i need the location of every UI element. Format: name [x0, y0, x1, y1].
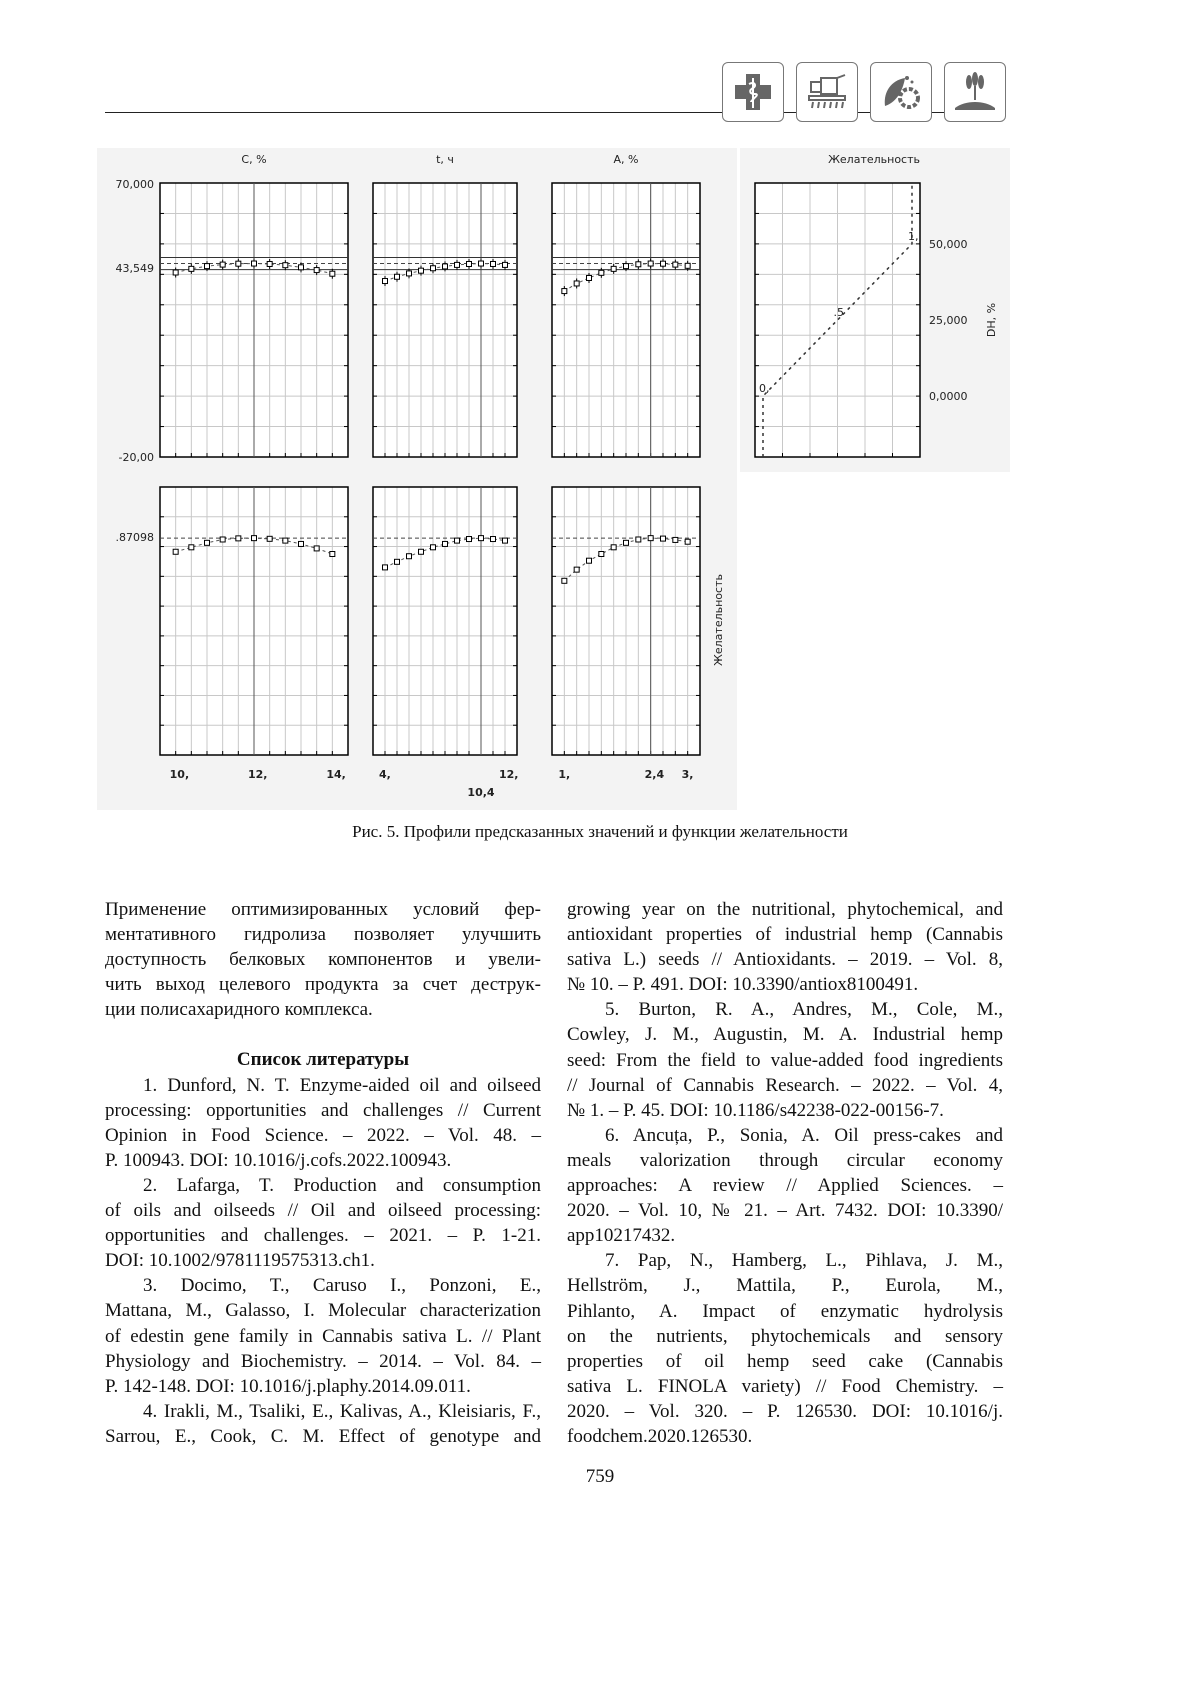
- references-heading: Список литературы: [236, 1049, 410, 1071]
- data-point: [267, 536, 272, 541]
- data-point: [562, 578, 567, 583]
- text-line: Opinion in Food Science. – 2022. – Vol. 48. –: [105, 1124, 541, 1146]
- page-number: 759: [585, 1466, 615, 1487]
- data-point: [574, 281, 579, 286]
- data-point: [407, 554, 412, 559]
- text-line: opportunities and challenges. – 2021. – P. 1-21.: [105, 1225, 541, 1247]
- data-point: [173, 270, 178, 275]
- text-line: 2020. – Vol. 10, № 21. – Art. 7432. DOI: 10.3390/: [567, 1200, 1003, 1222]
- text-line: 6. Ancuța, P., Sonia, A. Oil press-cakes and: [605, 1124, 1003, 1146]
- data-point: [395, 559, 400, 564]
- x-tick-label: 12,: [248, 768, 268, 781]
- data-point: [236, 261, 241, 266]
- text-line: meals valorization through circular economy: [567, 1149, 1003, 1171]
- text-line: seed: From the field to value-added food ingredients: [567, 1049, 1003, 1071]
- text-line: on the nutrients, phytochemicals and sensory: [567, 1325, 1003, 1347]
- data-point: [205, 264, 210, 269]
- text-line: 4. Irakli, M., Tsaliki, E., Kalivas, A., Kleisiaris, F.,: [143, 1400, 541, 1422]
- y-tick-label: .87098: [115, 531, 154, 544]
- factor-title: C, %: [241, 153, 267, 166]
- data-point: [283, 263, 288, 268]
- data-point: [252, 261, 257, 266]
- data-point: [252, 536, 257, 541]
- data-point: [407, 271, 412, 276]
- data-point: [431, 266, 436, 271]
- x-tick-label: 10,: [169, 768, 190, 781]
- current-x-label: 10,4: [467, 786, 495, 799]
- text-line: properties of oil hemp seed cake (Cannabis: [567, 1350, 1003, 1372]
- data-point: [383, 565, 388, 570]
- y-tick-label-right: 50,000: [929, 237, 968, 251]
- text-line: 2. Lafarga, T. Production and consumption: [143, 1174, 541, 1196]
- text-line: 3. Docimo, T., Caruso I., Ponzoni, E.,: [143, 1275, 541, 1297]
- text-line: Sarrou, E., Cook, C. M. Effect of genotype and: [105, 1425, 541, 1447]
- desirability-point-label: .5: [833, 306, 844, 319]
- factor-title: t, ч: [436, 153, 454, 166]
- text-line: P. 100943. DOI: 10.1016/j.cofs.2022.100943.: [105, 1149, 452, 1171]
- data-point: [673, 537, 678, 542]
- data-point: [648, 536, 653, 541]
- data-point: [455, 262, 460, 267]
- data-point: [431, 545, 436, 550]
- x-tick-label: 14,: [326, 768, 346, 781]
- data-point: [611, 266, 616, 271]
- data-point: [599, 552, 604, 557]
- data-point: [467, 537, 472, 542]
- text-line: growing year on the nutritional, phytochemical, and: [567, 899, 1003, 920]
- x-tick-label: 2,4: [644, 768, 665, 781]
- text-line: Pihlanto, A. Impact of enzymatic hydrolysis: [567, 1300, 1003, 1322]
- data-point: [503, 538, 508, 543]
- x-tick-label: 3,: [681, 768, 694, 781]
- data-point: [189, 545, 194, 550]
- y-tick-label: 70,000: [115, 178, 154, 191]
- figure-caption: Рис. 5. Профили предсказанных значений и функции желательности: [352, 822, 848, 841]
- data-point: [636, 537, 641, 542]
- data-point: [562, 289, 567, 294]
- data-point: [330, 271, 335, 276]
- data-point: [491, 537, 496, 542]
- data-point: [220, 262, 225, 267]
- data-point: [395, 274, 400, 279]
- data-point: [624, 264, 629, 269]
- data-point: [330, 552, 335, 557]
- text-line: DOI: 10.1002/9781119575313.ch1.: [105, 1250, 375, 1272]
- factor-title: A, %: [613, 153, 639, 166]
- data-point: [574, 567, 579, 572]
- desirability-point-label: 0,: [759, 382, 770, 396]
- text-line: sativa L. FINOLA variety) // Food Chemistry. –: [567, 1375, 1003, 1397]
- y-tick-label: -20,00: [118, 451, 154, 464]
- text-line: Применение оптимизированных условий фер-: [105, 899, 541, 920]
- y-tick-label: 43,549: [115, 262, 154, 275]
- text-line: antioxidant properties of industrial hemp (Cannabis: [567, 924, 1003, 946]
- data-point: [685, 263, 690, 268]
- text-line: 1. Dunford, N. T. Enzyme-aided oil and oilseed: [143, 1074, 541, 1096]
- text-line: ментативного гидролиза позволяет улучшить: [105, 924, 541, 946]
- y-tick-label-right: 0,0000: [929, 390, 968, 404]
- text-line: foodchem.2020.126530.: [567, 1425, 753, 1447]
- data-point: [220, 537, 225, 542]
- text-line: № 10. – P. 491. DOI: 10.3390/antiox8100491.: [567, 974, 919, 996]
- text-line: чить выход целевого продукта за счет деструк-: [105, 974, 541, 996]
- data-point: [587, 275, 592, 280]
- data-point: [479, 536, 484, 541]
- left-column: [105, 897, 541, 1449]
- data-point: [455, 538, 460, 543]
- data-point: [383, 279, 388, 284]
- text-line: Cowley, J. M., Augustin, M. A. Industrial hemp: [567, 1024, 1003, 1046]
- data-point: [661, 261, 666, 266]
- text-line: Mattana, M., Galasso, I. Molecular characterization: [105, 1300, 541, 1322]
- data-point: [636, 262, 641, 267]
- data-point: [314, 268, 319, 273]
- text-line: of edestin gene family in Cannabis sativa L. // Plant: [105, 1325, 541, 1347]
- text-line: 5. Burton, R. A., Andres, M., Cole, M.,: [605, 999, 1003, 1021]
- data-point: [173, 549, 178, 554]
- desirability-axis-title: Желательность: [712, 574, 725, 666]
- data-point: [443, 541, 448, 546]
- text-line: app10217432.: [567, 1225, 676, 1247]
- text-line: доступность белковых компонентов и увели-: [105, 949, 541, 971]
- text-line: Physiology and Biochemistry. – 2014. – Vol. 84. –: [105, 1350, 541, 1372]
- text-line: processing: opportunities and challenges // Current: [105, 1099, 541, 1121]
- data-point: [314, 546, 319, 551]
- data-point: [205, 540, 210, 545]
- data-point: [491, 261, 496, 266]
- x-tick-label: 12,: [499, 768, 519, 781]
- data-point: [587, 558, 592, 563]
- desirability-point-label: 1,: [908, 229, 919, 243]
- data-point: [673, 262, 678, 267]
- data-point: [479, 261, 484, 266]
- response-axis-title: DH, %: [985, 302, 998, 338]
- data-point: [611, 545, 616, 550]
- text-line: // Journal of Cannabis Research. – 2022. – Vol. 4,: [567, 1074, 1003, 1096]
- text-line: approaches: A review // Applied Sciences. –: [567, 1175, 1003, 1197]
- y-tick-label-right: 25,000: [929, 314, 968, 327]
- text-line: ции полисахаридного комплекса.: [105, 999, 373, 1021]
- data-point: [685, 539, 690, 544]
- right-column: [567, 897, 1003, 1449]
- data-point: [283, 538, 288, 543]
- data-point: [189, 266, 194, 271]
- desirability-title: Желательность: [828, 153, 920, 166]
- data-point: [419, 549, 424, 554]
- text-line: 2020. – Vol. 320. – P. 126530. DOI: 10.1016/j.: [567, 1400, 1003, 1422]
- data-point: [299, 541, 304, 546]
- data-point: [599, 270, 604, 275]
- profiler-chart: [0, 0, 1200, 820]
- text-line: № 1. – P. 45. DOI: 10.1186/s42238-022-00156-7.: [567, 1099, 944, 1121]
- x-tick-label: 1,: [558, 768, 571, 781]
- data-point: [443, 264, 448, 269]
- text-line: of oils and oilseeds // Oil and oilseed processing:: [105, 1200, 541, 1222]
- text-line: sativa L.) seeds // Antioxidants. – 2019. – Vol. 8,: [567, 949, 1003, 971]
- text-line: Hellström, J., Mattila, P., Eurola, M.,: [567, 1275, 1003, 1297]
- data-point: [267, 261, 272, 266]
- data-point: [299, 265, 304, 270]
- data-point: [419, 268, 424, 273]
- data-point: [467, 261, 472, 266]
- data-point: [661, 536, 666, 541]
- data-point: [236, 536, 241, 541]
- data-point: [648, 261, 653, 266]
- text-line: P. 142-148. DOI: 10.1016/j.plaphy.2014.09.011.: [105, 1375, 471, 1397]
- text-line: 7. Pap, N., Hamberg, L., Pihlava, J. M.,: [605, 1250, 1003, 1272]
- data-point: [624, 540, 629, 545]
- x-tick-label: 4,: [379, 768, 391, 781]
- data-point: [503, 262, 508, 267]
